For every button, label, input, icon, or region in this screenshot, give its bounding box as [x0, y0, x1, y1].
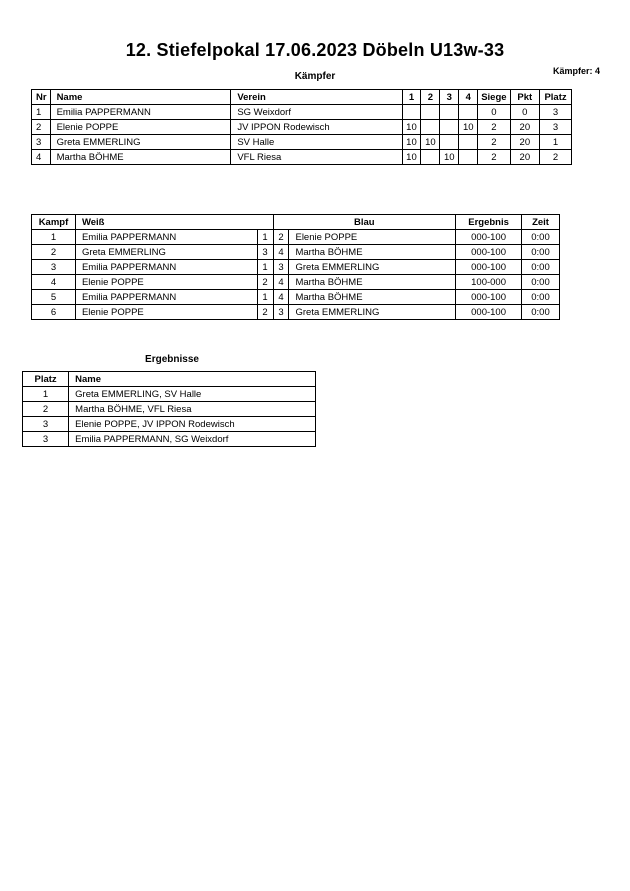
cell-platz: 3 [540, 105, 572, 120]
column-header-name: Name [69, 372, 316, 387]
cell-round-1: 10 [402, 150, 421, 165]
cell-siege: 0 [478, 105, 510, 120]
cell-blau-name: Greta EMMERLING [289, 305, 456, 320]
cell-verein: VFL Riesa [231, 150, 402, 165]
cell-round-2 [421, 105, 440, 120]
table-row [32, 245, 560, 260]
cell-zeit: 0:00 [522, 275, 560, 290]
cell-nr: 3 [32, 135, 51, 150]
cell-verein: JV IPPON Rodewisch [231, 120, 402, 135]
cell-blau-nr: 3 [273, 260, 289, 275]
cell-round-3 [440, 135, 459, 150]
section-heading-kaempfer: Kämpfer [294, 71, 336, 82]
cell-weiss-name: Greta EMMERLING [75, 245, 257, 260]
column-header-round-3: 3 [440, 90, 459, 105]
cell-blau-nr: 4 [273, 275, 289, 290]
cell-platz: 1 [540, 135, 572, 150]
cell-weiss-name: Elenie POPPE [75, 305, 257, 320]
cell-pkt: 20 [510, 135, 540, 150]
cell-verein: SV Halle [231, 135, 402, 150]
column-header-verein: Verein [231, 90, 402, 105]
cell-ergebnis: 000-100 [456, 305, 522, 320]
column-header-name: Name [50, 90, 231, 105]
table-row [32, 260, 560, 275]
cell-zeit: 0:00 [522, 230, 560, 245]
cell-nr: 4 [32, 150, 51, 165]
table-row [32, 290, 560, 305]
table-row [32, 150, 572, 165]
column-header-kampf: Kampf [32, 215, 76, 230]
column-header-weiss: Weiß [75, 215, 273, 230]
cell-zeit: 0:00 [522, 305, 560, 320]
table-row [32, 275, 560, 290]
cell-round-4 [459, 105, 478, 120]
cell-round-2 [421, 150, 440, 165]
cell-siege: 2 [478, 135, 510, 150]
cell-platz: 3 [23, 432, 69, 447]
cell-weiss-nr: 1 [257, 230, 273, 245]
cell-kampf: 2 [32, 245, 76, 260]
cell-round-4 [459, 150, 478, 165]
cell-name: Elenie POPPE [50, 120, 231, 135]
column-header-siege: Siege [478, 90, 510, 105]
table-row [32, 305, 560, 320]
cell-blau-name: Martha BÖHME [289, 245, 456, 260]
table-header-row [32, 90, 572, 105]
cell-round-1: 10 [402, 120, 421, 135]
cell-siege: 2 [478, 150, 510, 165]
section-heading-ergebnisse: Ergebnisse [145, 354, 199, 365]
cell-name: Elenie POPPE, JV IPPON Rodewisch [69, 417, 316, 432]
cell-round-2: 10 [421, 135, 440, 150]
cell-pkt: 0 [510, 105, 540, 120]
cell-platz: 1 [23, 387, 69, 402]
column-header-zeit: Zeit [522, 215, 560, 230]
cell-kampf: 1 [32, 230, 76, 245]
cell-kampf: 4 [32, 275, 76, 290]
cell-weiss-nr: 2 [257, 275, 273, 290]
column-header-ergebnis: Ergebnis [456, 215, 522, 230]
cell-weiss-nr: 2 [257, 305, 273, 320]
cell-blau-nr: 3 [273, 305, 289, 320]
cell-round-3 [440, 120, 459, 135]
table-row [32, 230, 560, 245]
cell-weiss-name: Emilia PAPPERMANN [75, 230, 257, 245]
cell-blau-nr: 2 [273, 230, 289, 245]
cell-round-3 [440, 105, 459, 120]
cell-blau-name: Martha BÖHME [289, 290, 456, 305]
cell-blau-nr: 4 [273, 290, 289, 305]
column-header-round-4: 4 [459, 90, 478, 105]
cell-round-4 [459, 135, 478, 150]
cell-ergebnis: 100-000 [456, 275, 522, 290]
cell-nr: 2 [32, 120, 51, 135]
cell-weiss-name: Emilia PAPPERMANN [75, 290, 257, 305]
cell-name: Martha BÖHME [50, 150, 231, 165]
table-row [23, 417, 316, 432]
column-header-round-2: 2 [421, 90, 440, 105]
cell-nr: 1 [32, 105, 51, 120]
fighter-count-label: Kämpfer: 4 [552, 66, 600, 76]
table-header-row [23, 372, 316, 387]
kaempfe-table [31, 214, 560, 320]
table-row [23, 387, 316, 402]
column-header-round-1: 1 [402, 90, 421, 105]
cell-platz: 2 [23, 402, 69, 417]
cell-blau-name: Martha BÖHME [289, 275, 456, 290]
table-row [32, 120, 572, 135]
table-row [23, 432, 316, 447]
cell-weiss-name: Elenie POPPE [75, 275, 257, 290]
column-header-nr: Nr [32, 90, 51, 105]
cell-round-4: 10 [459, 120, 478, 135]
cell-zeit: 0:00 [522, 290, 560, 305]
column-header-platz: Platz [540, 90, 572, 105]
cell-round-1: 10 [402, 135, 421, 150]
cell-weiss-name: Emilia PAPPERMANN [75, 260, 257, 275]
cell-platz: 3 [540, 120, 572, 135]
cell-weiss-nr: 3 [257, 245, 273, 260]
cell-round-2 [421, 120, 440, 135]
table-row [23, 402, 316, 417]
cell-round-1 [402, 105, 421, 120]
page-title: 12. Stiefelpokal 17.06.2023 Döbeln U13w-33 [125, 40, 505, 60]
cell-blau-name: Greta EMMERLING [289, 260, 456, 275]
cell-blau-name: Elenie POPPE [289, 230, 456, 245]
column-header-platz: Platz [23, 372, 69, 387]
cell-zeit: 0:00 [522, 260, 560, 275]
cell-ergebnis: 000-100 [456, 245, 522, 260]
cell-blau-nr: 4 [273, 245, 289, 260]
ergebnisse-table [22, 371, 316, 447]
cell-ergebnis: 000-100 [456, 290, 522, 305]
cell-name: Greta EMMERLING, SV Halle [69, 387, 316, 402]
column-header-blau: Blau [273, 215, 456, 230]
kaempfer-table [31, 89, 572, 165]
table-row [32, 135, 572, 150]
cell-name: Emilia PAPPERMANN [50, 105, 231, 120]
cell-weiss-nr: 1 [257, 290, 273, 305]
cell-name: Martha BÖHME, VFL Riesa [69, 402, 316, 417]
cell-verein: SG Weixdorf [231, 105, 402, 120]
cell-ergebnis: 000-100 [456, 260, 522, 275]
cell-kampf: 3 [32, 260, 76, 275]
cell-kampf: 5 [32, 290, 76, 305]
column-header-pkt: Pkt [510, 90, 540, 105]
cell-weiss-nr: 1 [257, 260, 273, 275]
cell-round-3: 10 [440, 150, 459, 165]
cell-platz: 2 [540, 150, 572, 165]
cell-pkt: 20 [510, 150, 540, 165]
cell-kampf: 6 [32, 305, 76, 320]
cell-platz: 3 [23, 417, 69, 432]
table-header-row [32, 215, 560, 230]
cell-name: Greta EMMERLING [50, 135, 231, 150]
cell-name: Emilia PAPPERMANN, SG Weixdorf [69, 432, 316, 447]
cell-ergebnis: 000-100 [456, 230, 522, 245]
cell-pkt: 20 [510, 120, 540, 135]
cell-zeit: 0:00 [522, 245, 560, 260]
cell-siege: 2 [478, 120, 510, 135]
table-row [32, 105, 572, 120]
